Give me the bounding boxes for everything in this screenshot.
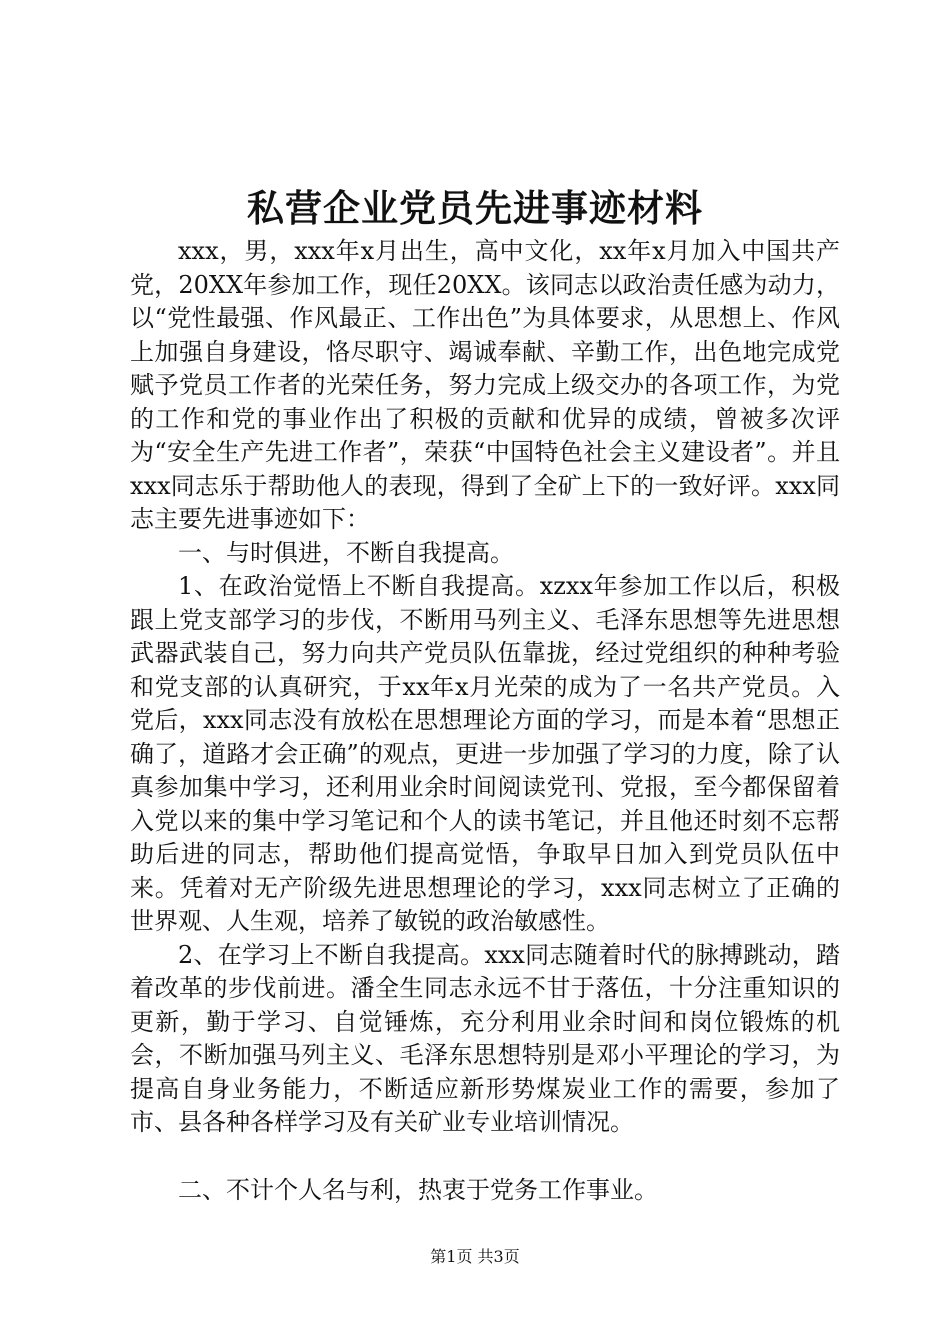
section-heading-1: 一、与时俱进，不断自我提高。 (178, 538, 514, 567)
intro-paragraph: xxx，男，xxx年x月出生，高中文化，xx年x月加入中国共产党，20XX年参加工作，现任20XX。该同志以政治责任感为动力，以“党性最强、作风最正、工作出色”为具体要求，从思想上、作风上加强自身建设，恪尽职守、竭诚奉献、辛勤工作，出色地完成党赋予党员工作者的光荣任务，努力完成上级交办的各项工作，为党的工作和党的事业作出了积极的贡献和优异的成绩，曾被多次评为“安全生产先进工作者”，荣获“中国特色社会主义建设者”。并且xxx同志乐于帮助他人的表现，得到了全矿上下的一致好评。xxx同志主要先进事迹如下： (130, 237, 840, 533)
page-number-footer: 第1页 共3页 (430, 1247, 520, 1266)
document-body (130, 235, 840, 1207)
subsection-paragraph-1: 1、在政治觉悟上不断自我提高。xzxx年参加工作以后，积极跟上党支部学习的步伐，不断用马列主义、毛泽东思想等先进思想武器武装自己，努力向共产党员队伍靠拢，经过党组织的种种考验和党支部的认真研究，于xx年x月光荣的成为了一名共产党员。入党后，xxx同志没有放松在思想理论方面的学习，而是本着“思想正确了，道路才会正确”的观点，更进一步加强了学习的力度，除了认真参加集中学习，还利用业余时间阅读党刊、党报，至今都保留着入党以来的集中学习笔记和个人的读书笔记，并且他还时刻不忘帮助后进的同志，帮助他们提高觉悟，争取早日加入到党员队伍中来。凭着对无产阶级先进思想理论的学习，xxx同志树立了正确的世界观、人生观，培养了敏锐的政治敏感性。 (130, 572, 840, 935)
section-heading-2: 二、不计个人名与利，热衷于党务工作事业。 (178, 1175, 658, 1204)
document-title: 私营企业党员先进事迹材料 (247, 186, 703, 230)
subsection-paragraph-2: 2、在学习上不断自我提高。xxx同志随着时代的脉搏跳动，踏着改革的步伐前进。潘全生同志永远不甘于落伍，十分注重知识的更新，勤于学习、自觉锤炼，充分利用业余时间和岗位锻炼的机会，不断加强马列主义、毛泽东思想特别是邓小平理论的学习，为提高自身业务能力，不断适应新形势煤炭业工作的需要，参加了市、县各种各样学习及有关矿业专业培训情况。 (130, 940, 840, 1136)
